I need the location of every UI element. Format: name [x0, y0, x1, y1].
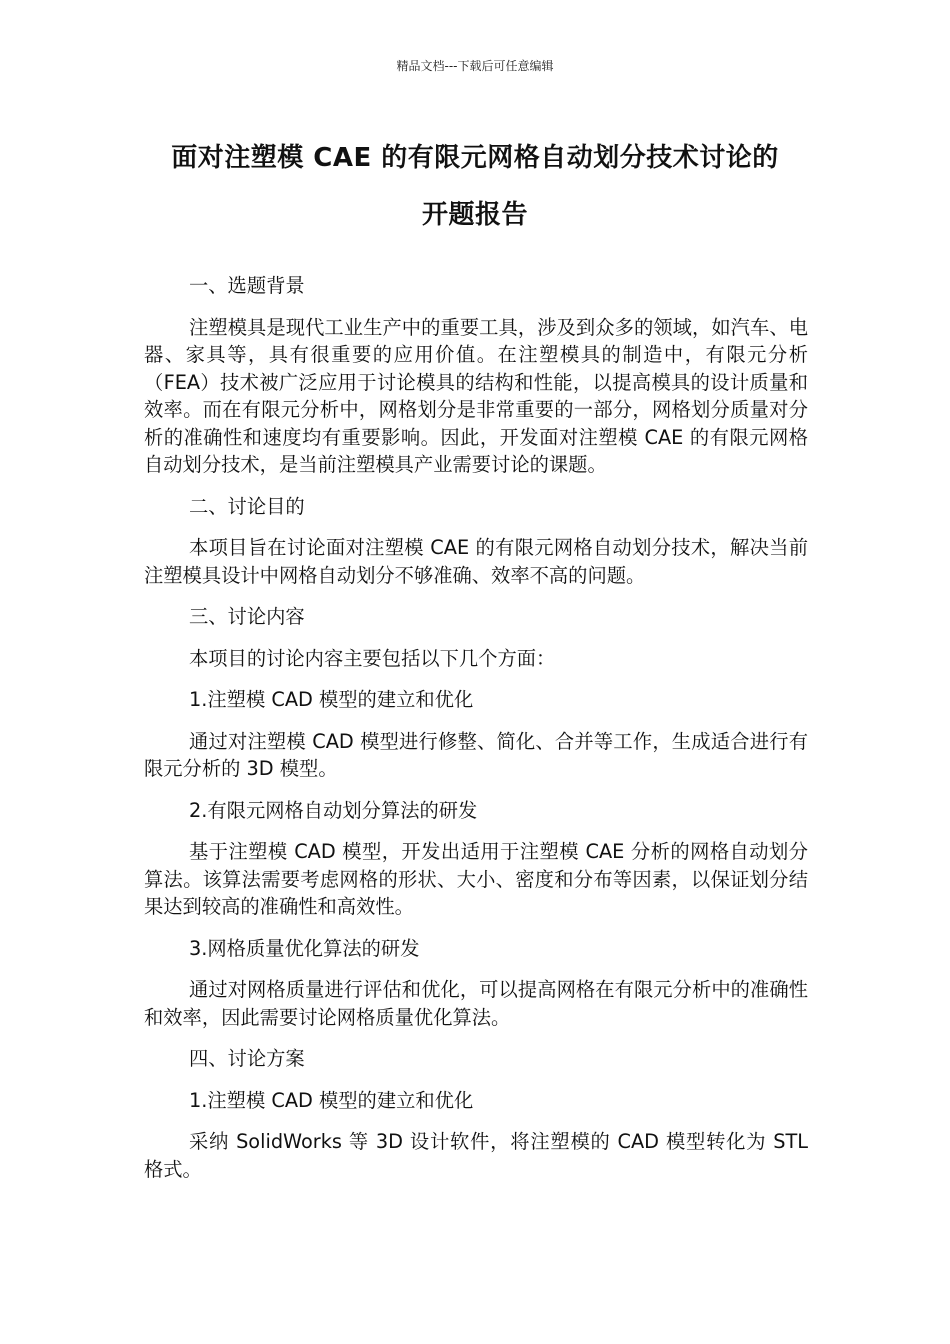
document-title-line-1: 面对注塑模 CAE 的有限元网格自动划分技术讨论的: [171, 143, 779, 173]
subheading-cad-model: 1.注塑模 CAD 模型的建立和优化: [189, 688, 474, 711]
document-body: [144, 272, 808, 1197]
paragraph-mesh-quality: 通过对网格质量进行评估和优化，可以提高网格在有限元分析中的准确性和效率，因此需要讨论网格质量优化算法。: [144, 978, 808, 1029]
paragraph-mesh-algorithm: 基于注塑模 CAD 模型，开发出适用于注塑模 CAE 分析的网格自动划分算法。该算法需要考虑网格的形状、大小、密度和分布等因素，以保证划分结果达到较高的准确性和高效性。: [144, 840, 808, 918]
paragraph-plan-cad-model: 采纳 SolidWorks 等 3D 设计软件，将注塑模的 CAD 模型转化为 STL 格式。: [144, 1130, 808, 1181]
header-note: 精品文档---下载后可任意编辑: [396, 59, 554, 73]
section-heading-purpose: 二、讨论目的: [189, 494, 305, 518]
subheading-mesh-algorithm: 2.有限元网格自动划分算法的研发: [189, 798, 478, 822]
paragraph-cad-model: 通过对注塑模 CAD 模型进行修整、简化、合并等工作，生成适合进行有限元分析的 3D 模型。: [144, 729, 808, 780]
paragraph-content-intro: 本项目的讨论内容主要包括以下几个方面：: [189, 646, 556, 670]
section-heading-plan: 四、讨论方案: [189, 1047, 305, 1070]
section-heading-content: 三、讨论内容: [189, 605, 305, 628]
section-heading-background: 一、选题背景: [189, 274, 305, 297]
subheading-plan-cad-model: 1.注塑模 CAD 模型的建立和优化: [189, 1088, 474, 1112]
paragraph-purpose: 本项目旨在讨论面对注塑模 CAE 的有限元网格自动划分技术，解决当前注塑模具设计中网格自动划分不够准确、效率不高的问题。: [144, 536, 808, 587]
document-title-line-2: 开题报告: [421, 200, 528, 230]
paragraph-background: 注塑模具是现代工业生产中的重要工具，涉及到众多的领域，如汽车、电器、家具等，具有很重要的应用价值。在注塑模具的制造中，有限元分析（FEA）技术被广泛应用于讨论模具的结构和性能，以提高模具的设计质量和效率。而在有限元分析中，网格划分是非常重要的一部分，网格划分质量对分析的准确性和速度均有重要影响。因此，开发面对注塑模 CAE 的有限元网格自动划分技术，是当前注塑模具产业需要讨论的课题。: [144, 315, 808, 476]
subheading-mesh-quality: 3.网格质量优化算法的研发: [189, 936, 420, 960]
